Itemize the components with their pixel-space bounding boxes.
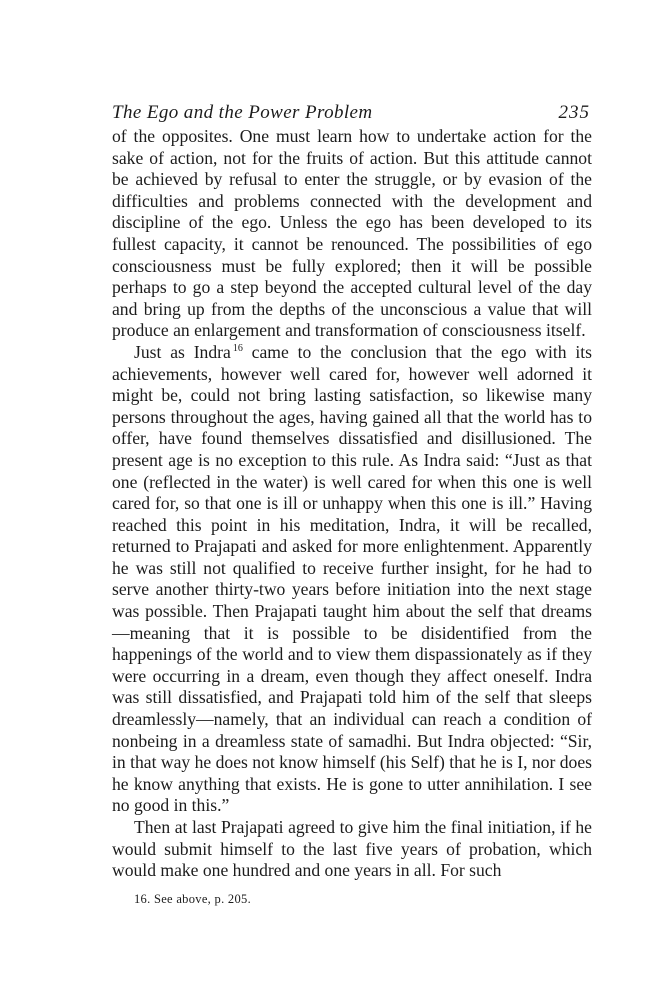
footnote: 16. See above, p. 205. (134, 891, 251, 906)
footnote-reference: 16 (232, 343, 243, 355)
running-title: The Ego and the Power Problem (112, 102, 373, 123)
running-head (112, 98, 592, 128)
page-number: 235 (558, 102, 590, 123)
paragraph-2-start: Just as Indra (134, 341, 231, 362)
paragraph-2-rest: came to the conclusion that the ego with its achievements, however well cared for, however well adorned it might be, could not bring lasting satisfaction, so likewise many persons throughout the ages, having gained all that the world has to offer, have found themselves dissatisfied and disillusioned. The present age is no exception to this rule. As Indra said: “Just as that one (reflected in the water) is well cared for when this one is well cared for, so that one is ill or unhappy when this one is ill.” Having reached this point in his meditation, Indra, it will be recalled, returned to Prajapati and asked for more enlightenment. Apparently he was still not qualified to receive further insight, for he had to serve another thirty-two years before initiation into the next stage was possible. Then Prajapati taught him about the self that dreams—meaning that it is possible to be disidentified from the happenings of the world and to view them dispassionately as if they were occurring in a dream, even though they affect oneself. Indra was still dissatisfied, and Prajapati told him of the self that sleeps dreamlessly—namely, that an individual can reach a condition of nonbeing in a dreamless state of samadhi. But Indra objected: “Sir, in that way he does not know himself (his Self) that he is I, nor does he know anything that exists. He is gone to utter annihilation. I see no good in this.” (112, 341, 592, 816)
paragraph-2 (112, 342, 592, 817)
body-text (112, 126, 592, 882)
paragraph-1: of the opposites. One must learn how to undertake action for the sake of action, not for the fruits of action. But this attitude cannot be achieved by refusal to enter the struggle, or by evasion of the difficulties and problems connected with the development and discipline of the ego. Unless the ego has been developed to its fullest capacity, it cannot be renounced. The possibilities of ego consciousness must be fully explored; then it will be possible perhaps to go a step beyond the accepted cultural level of the day and bring up from the depths of the unconscious a value that will produce an enlargement and transformation of consciousness itself. (112, 126, 592, 341)
book-page (112, 98, 592, 908)
paragraph-3: Then at last Prajapati agreed to give him the final initiation, if he would submit himself to the last five years of probation, which would make one hundred and one years in all. For such (112, 817, 592, 881)
